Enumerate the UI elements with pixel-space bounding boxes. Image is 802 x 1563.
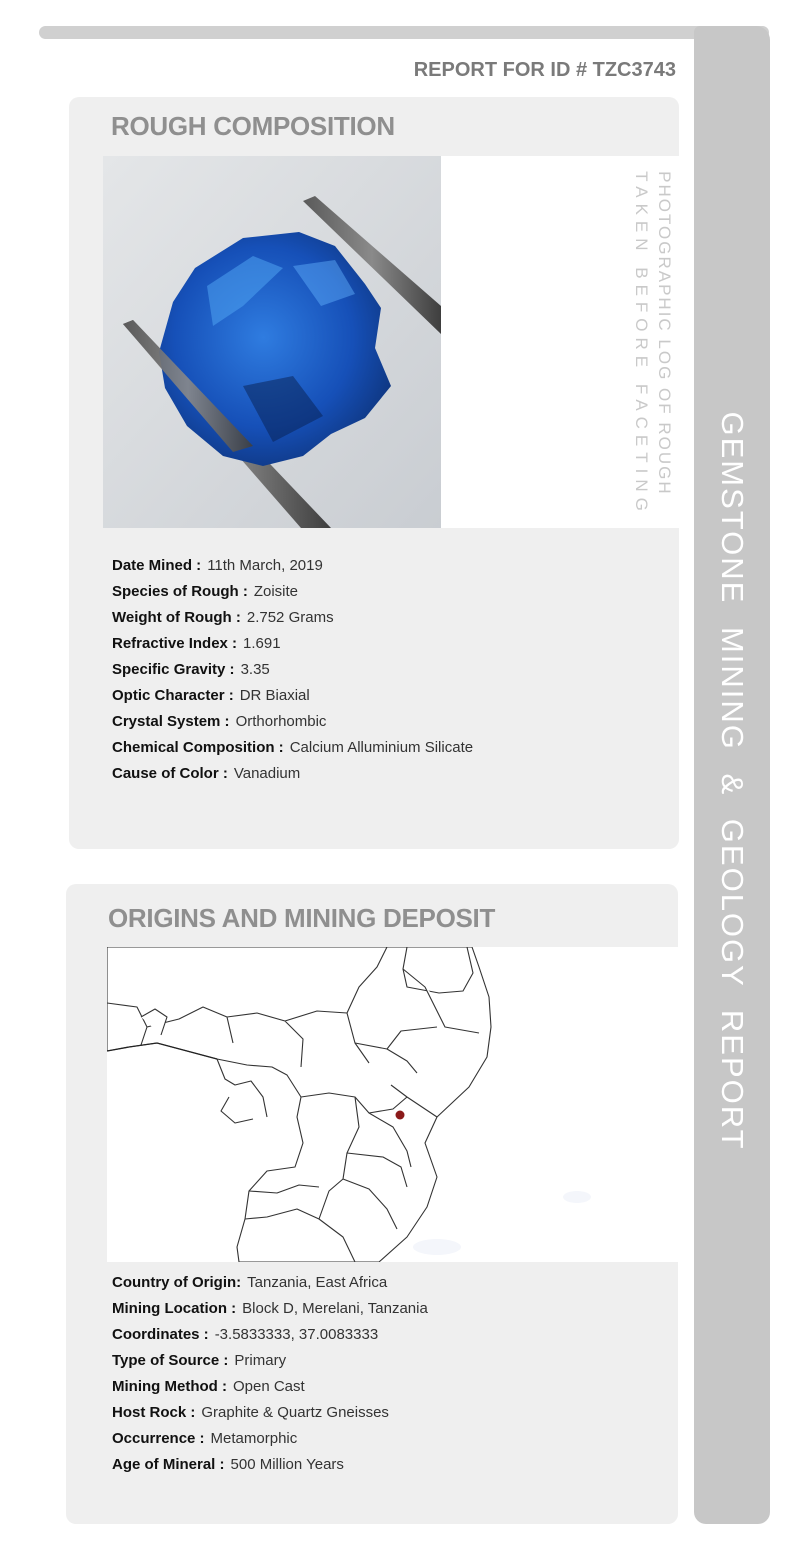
list-item: Specific Gravity : 3.35 xyxy=(112,661,270,678)
report-id: REPORT FOR ID # TZC3743 xyxy=(413,59,676,81)
photo-caption-text: PHOTOGRAPHIC LOG OF ROUGH TAKEN BEFORE FACETING xyxy=(632,171,674,517)
list-item: Mining Method : Open Cast xyxy=(112,1378,305,1395)
list-item: Cause of Color : Vanadium xyxy=(112,765,301,782)
origins-title: ORIGINS AND MINING DEPOSIT xyxy=(108,903,496,933)
list-item: Crystal System : Orthorhombic xyxy=(112,713,327,730)
side-title-text: GEMSTONE MINING & GEOLOGY REPORT xyxy=(715,411,750,1151)
list-item: Weight of Rough : 2.752 Grams xyxy=(112,609,334,626)
rough-properties-list xyxy=(112,553,473,787)
list-item: Coordinates : -3.5833333, 37.0083333 xyxy=(112,1326,379,1343)
list-item: Optic Character : DR Biaxial xyxy=(112,687,310,704)
rough-photo xyxy=(103,156,441,528)
origins-properties-list xyxy=(112,1270,428,1478)
list-item: Species of Rough : Zoisite xyxy=(112,583,299,600)
list-item: Refractive Index : 1.691 xyxy=(112,635,281,652)
top-bar xyxy=(39,26,769,39)
list-item: Date Mined : 11th March, 2019 xyxy=(112,557,323,574)
list-item: Country of Origin: Tanzania, East Africa xyxy=(112,1274,388,1291)
list-item: Type of Source : Primary xyxy=(112,1352,287,1369)
mining-location-marker xyxy=(396,1111,405,1120)
photo-caption xyxy=(623,171,683,517)
africa-map xyxy=(107,947,678,1262)
list-item: Mining Location : Block D, Merelani, Tanzania xyxy=(112,1300,428,1317)
rough-composition-title: ROUGH COMPOSITION xyxy=(111,111,395,141)
list-item: Age of Mineral : 500 Million Years xyxy=(112,1456,344,1473)
rough-photo-area xyxy=(103,156,680,528)
list-item: Chemical Composition : Calcium Alluminium Silicate xyxy=(112,739,474,756)
list-item: Occurrence : Metamorphic xyxy=(112,1430,298,1447)
side-title xyxy=(694,26,770,1524)
list-item: Host Rock : Graphite & Quartz Gneisses xyxy=(112,1404,389,1421)
